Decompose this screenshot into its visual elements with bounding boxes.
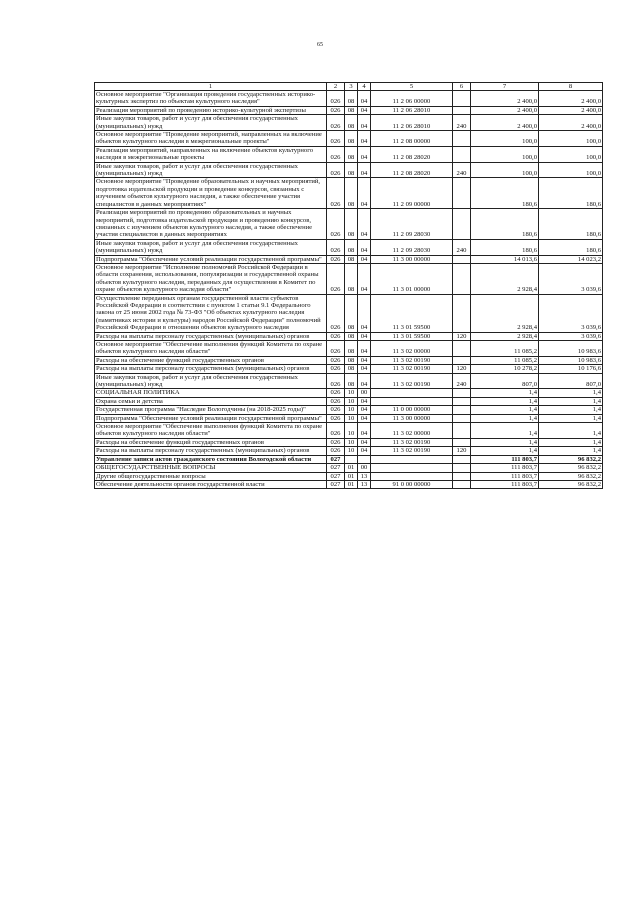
table-row: [95, 294, 603, 332]
row-subsection-cell: 04: [358, 106, 371, 114]
table-row: [95, 356, 603, 364]
row-target-article-cell: 11 3 02 00000: [371, 341, 453, 357]
row-amount-col7-cell: 2 928,4: [471, 263, 539, 294]
row-section-cell: 08: [345, 106, 358, 114]
row-target-article-cell: 11 3 02 00000: [371, 423, 453, 439]
row-expense-type-cell: [453, 472, 471, 480]
row-admin-code-cell: 026: [327, 162, 345, 178]
row-expense-type-cell: [453, 341, 471, 357]
row-target-article-cell: 11 2 06 28010: [371, 106, 453, 114]
row-expense-type-cell: [453, 146, 471, 162]
row-amount-col8-cell: 3 039,6: [539, 332, 603, 340]
row-name-cell: Расходы на выплаты персоналу государственных (муниципальных) органов: [95, 447, 327, 455]
header-col-2: 2: [327, 83, 345, 91]
row-amount-col8-cell: 100,0: [539, 131, 603, 147]
table-row: [95, 209, 603, 240]
table-row: [95, 162, 603, 178]
row-subsection-cell: 04: [358, 397, 371, 405]
row-amount-col7-cell: 2 400,0: [471, 115, 539, 131]
row-expense-type-cell: [453, 464, 471, 472]
row-amount-col8-cell: 10 983,6: [539, 341, 603, 357]
header-col-5: 5: [371, 83, 453, 91]
row-subsection-cell: 13: [358, 472, 371, 480]
row-amount-col8-cell: 96 832,2: [539, 455, 603, 463]
row-name-cell: Иные закупки товаров, работ и услуг для обеспечения государственных (муниципальных) нужд: [95, 373, 327, 389]
table-body: [95, 91, 603, 489]
row-expense-type-cell: 240: [453, 115, 471, 131]
row-amount-col7-cell: 100,0: [471, 131, 539, 147]
row-admin-code-cell: 026: [327, 91, 345, 107]
row-name-cell: Основное мероприятие "Обеспечение выполнения функций Комитета по охране объектов культурного наследия области": [95, 341, 327, 357]
row-name-cell: ОБЩЕГОСУДАРСТВЕННЫЕ ВОПРОСЫ: [95, 464, 327, 472]
row-section-cell: 10: [345, 414, 358, 422]
row-amount-col8-cell: 14 023,2: [539, 255, 603, 263]
row-subsection-cell: 00: [358, 389, 371, 397]
row-subsection-cell: 04: [358, 341, 371, 357]
row-expense-type-cell: [453, 91, 471, 107]
row-section-cell: 08: [345, 91, 358, 107]
row-expense-type-cell: 120: [453, 447, 471, 455]
row-target-article-cell: 11 3 02 00190: [371, 438, 453, 446]
row-target-article-cell: 11 0 00 00000: [371, 406, 453, 414]
row-amount-col7-cell: 1,4: [471, 397, 539, 405]
table-row: [95, 365, 603, 373]
row-subsection-cell: 04: [358, 438, 371, 446]
row-expense-type-cell: 240: [453, 239, 471, 255]
row-name-cell: Другие общегосударственные вопросы: [95, 472, 327, 480]
row-target-article-cell: 11 3 00 00000: [371, 414, 453, 422]
row-amount-col7-cell: 11 085,2: [471, 341, 539, 357]
row-amount-col7-cell: 1,4: [471, 406, 539, 414]
row-admin-code-cell: 026: [327, 423, 345, 439]
row-subsection-cell: 04: [358, 91, 371, 107]
row-subsection-cell: 04: [358, 178, 371, 209]
row-name-cell: Обеспечение деятельности органов государственной власти: [95, 480, 327, 488]
row-amount-col7-cell: 1,4: [471, 414, 539, 422]
row-amount-col8-cell: 1,4: [539, 438, 603, 446]
row-name-cell: Реализация мероприятий по проведению образовательных и научных мероприятий, подготовка издательской продукции и проведению конкурсов, связанных с изучением объектов культурного наследия, а также обеспечение участия специалистов в данных мероприятиях: [95, 209, 327, 240]
row-subsection-cell: 04: [358, 414, 371, 422]
row-amount-col8-cell: 96 832,2: [539, 472, 603, 480]
row-target-article-cell: 11 2 08 28020: [371, 162, 453, 178]
row-subsection-cell: 04: [358, 146, 371, 162]
row-amount-col8-cell: 96 832,2: [539, 464, 603, 472]
row-name-cell: Охрана семьи и детства: [95, 397, 327, 405]
row-section-cell: 10: [345, 406, 358, 414]
row-target-article-cell: 11 3 01 59500: [371, 332, 453, 340]
row-amount-col8-cell: 180,6: [539, 178, 603, 209]
row-expense-type-cell: [453, 356, 471, 364]
row-expense-type-cell: [453, 263, 471, 294]
row-amount-col8-cell: 1,4: [539, 423, 603, 439]
row-admin-code-cell: 026: [327, 341, 345, 357]
row-amount-col8-cell: 1,4: [539, 414, 603, 422]
table-row: [95, 447, 603, 455]
row-amount-col7-cell: 100,0: [471, 146, 539, 162]
row-amount-col7-cell: 111 803,7: [471, 455, 539, 463]
row-name-cell: Расходы на выплаты персоналу государственных (муниципальных) органов: [95, 332, 327, 340]
row-target-article-cell: 11 3 01 59500: [371, 294, 453, 332]
row-amount-col8-cell: 3 039,6: [539, 263, 603, 294]
row-amount-col7-cell: 180,6: [471, 209, 539, 240]
row-subsection-cell: 04: [358, 447, 371, 455]
row-amount-col8-cell: 180,6: [539, 239, 603, 255]
row-subsection-cell: 04: [358, 131, 371, 147]
table-row: [95, 91, 603, 107]
row-amount-col7-cell: 11 085,2: [471, 356, 539, 364]
row-name-cell: Управление записи актов гражданского состояния Вологодской области: [95, 455, 327, 463]
header-col-8: 8: [539, 83, 603, 91]
row-name-cell: Иные закупки товаров, работ и услуг для обеспечения государственных (муниципальных) нужд: [95, 239, 327, 255]
table-row: [95, 423, 603, 439]
row-amount-col8-cell: 2 400,0: [539, 106, 603, 114]
row-expense-type-cell: [453, 423, 471, 439]
row-section-cell: 08: [345, 263, 358, 294]
row-expense-type-cell: [453, 397, 471, 405]
row-expense-type-cell: 120: [453, 365, 471, 373]
row-section-cell: 10: [345, 397, 358, 405]
table-row: [95, 373, 603, 389]
table-row: [95, 464, 603, 472]
row-section-cell: 08: [345, 356, 358, 364]
row-amount-col7-cell: 1,4: [471, 447, 539, 455]
row-target-article-cell: 91 0 00 00000: [371, 480, 453, 488]
row-expense-type-cell: [453, 209, 471, 240]
row-target-article-cell: 11 2 09 28030: [371, 239, 453, 255]
row-subsection-cell: [358, 455, 371, 463]
row-expense-type-cell: [453, 131, 471, 147]
row-amount-col7-cell: 1,4: [471, 438, 539, 446]
row-admin-code-cell: 026: [327, 447, 345, 455]
row-amount-col8-cell: 100,0: [539, 162, 603, 178]
row-target-article-cell: 11 2 08 00000: [371, 131, 453, 147]
row-amount-col7-cell: 807,0: [471, 373, 539, 389]
row-target-article-cell: 11 3 00 00000: [371, 255, 453, 263]
row-amount-col7-cell: 2 928,4: [471, 294, 539, 332]
row-subsection-cell: 04: [358, 115, 371, 131]
row-subsection-cell: 04: [358, 373, 371, 389]
row-section-cell: 08: [345, 294, 358, 332]
row-amount-col7-cell: 180,6: [471, 178, 539, 209]
row-subsection-cell: 04: [358, 365, 371, 373]
row-target-article-cell: 11 2 06 28010: [371, 115, 453, 131]
row-expense-type-cell: [453, 414, 471, 422]
row-section-cell: 08: [345, 239, 358, 255]
row-amount-col8-cell: 2 400,0: [539, 115, 603, 131]
row-expense-type-cell: [453, 178, 471, 209]
row-subsection-cell: 04: [358, 209, 371, 240]
row-expense-type-cell: 120: [453, 332, 471, 340]
row-target-article-cell: 11 3 02 00190: [371, 365, 453, 373]
row-amount-col7-cell: 111 803,7: [471, 472, 539, 480]
row-amount-col8-cell: 96 832,2: [539, 480, 603, 488]
row-target-article-cell: [371, 389, 453, 397]
row-admin-code-cell: 026: [327, 438, 345, 446]
row-expense-type-cell: [453, 294, 471, 332]
row-admin-code-cell: 026: [327, 332, 345, 340]
row-name-cell: Реализация мероприятий, направленных на включение объектов культурного наследия в межрегиональные проекты: [95, 146, 327, 162]
row-expense-type-cell: [453, 406, 471, 414]
row-subsection-cell: 04: [358, 263, 371, 294]
row-name-cell: Реализация мероприятий по проведению историко-культурной экспертизы: [95, 106, 327, 114]
row-subsection-cell: 04: [358, 423, 371, 439]
row-target-article-cell: 11 2 09 00000: [371, 178, 453, 209]
table-row: [95, 106, 603, 114]
row-target-article-cell: 11 2 09 28030: [371, 209, 453, 240]
row-subsection-cell: 04: [358, 356, 371, 364]
row-admin-code-cell: 026: [327, 146, 345, 162]
row-section-cell: 01: [345, 480, 358, 488]
row-amount-col7-cell: 10 278,2: [471, 365, 539, 373]
row-admin-code-cell: 026: [327, 365, 345, 373]
row-amount-col7-cell: 111 803,7: [471, 480, 539, 488]
row-admin-code-cell: 026: [327, 406, 345, 414]
row-section-cell: 08: [345, 341, 358, 357]
row-admin-code-cell: 027: [327, 472, 345, 480]
row-amount-col8-cell: 10 176,6: [539, 365, 603, 373]
row-amount-col8-cell: 807,0: [539, 373, 603, 389]
row-section-cell: 08: [345, 178, 358, 209]
row-amount-col8-cell: 100,0: [539, 146, 603, 162]
row-expense-type-cell: [453, 389, 471, 397]
row-amount-col8-cell: 2 400,0: [539, 91, 603, 107]
row-amount-col7-cell: 1,4: [471, 423, 539, 439]
table-row: [95, 239, 603, 255]
row-section-cell: 08: [345, 131, 358, 147]
row-name-cell: Основное мероприятие "Проведение образовательных и научных мероприятий, подготовка издательской продукции и проведение конкурсов, связанных с изучением объектов культурного наследия, а также обеспечение участия специалистов в данных мероприятиях": [95, 178, 327, 209]
row-target-article-cell: [371, 397, 453, 405]
row-expense-type-cell: [453, 106, 471, 114]
row-amount-col7-cell: 100,0: [471, 162, 539, 178]
row-name-cell: Иные закупки товаров, работ и услуг для обеспечения государственных (муниципальных) нужд: [95, 162, 327, 178]
row-admin-code-cell: 027: [327, 464, 345, 472]
row-name-cell: СОЦИАЛЬНАЯ ПОЛИТИКА: [95, 389, 327, 397]
header-row: [95, 83, 603, 91]
row-section-cell: 10: [345, 389, 358, 397]
row-admin-code-cell: 026: [327, 209, 345, 240]
table-row: [95, 472, 603, 480]
row-section-cell: 01: [345, 472, 358, 480]
row-admin-code-cell: 027: [327, 480, 345, 488]
table-row: [95, 178, 603, 209]
row-section-cell: 08: [345, 209, 358, 240]
table-row: [95, 255, 603, 263]
row-name-cell: Основное мероприятие "Исполнение полномочий Российской Федерации в области сохранения, использования, популяризации и государственной охраны объектов культурного наследия, переданных для осуществления в Комитет по охране объектов культурного наследия области": [95, 263, 327, 294]
row-target-article-cell: 11 2 08 28020: [371, 146, 453, 162]
row-name-cell: Расходы на обеспечение функций государственных органов: [95, 356, 327, 364]
row-amount-col7-cell: 14 013,6: [471, 255, 539, 263]
row-target-article-cell: [371, 472, 453, 480]
row-name-cell: Расходы на обеспечение функций государственных органов: [95, 438, 327, 446]
row-amount-col7-cell: 111 803,7: [471, 464, 539, 472]
row-subsection-cell: 04: [358, 294, 371, 332]
row-name-cell: Подпрограмма "Обеспечение условий реализации государственной программы": [95, 414, 327, 422]
row-expense-type-cell: [453, 255, 471, 263]
row-section-cell: 08: [345, 373, 358, 389]
table-row: [95, 263, 603, 294]
table-row: [95, 480, 603, 488]
row-amount-col8-cell: 3 039,6: [539, 294, 603, 332]
row-subsection-cell: 13: [358, 480, 371, 488]
row-amount-col7-cell: 2 400,0: [471, 91, 539, 107]
row-admin-code-cell: 026: [327, 263, 345, 294]
row-expense-type-cell: 240: [453, 162, 471, 178]
table-row: [95, 115, 603, 131]
row-section-cell: 10: [345, 423, 358, 439]
header-col-3: 3: [345, 83, 358, 91]
header-col-4: 4: [358, 83, 371, 91]
row-amount-col8-cell: 1,4: [539, 397, 603, 405]
row-section-cell: 01: [345, 464, 358, 472]
row-admin-code-cell: 026: [327, 414, 345, 422]
row-name-cell: Осуществление переданных органам государственной власти субъектов Российской Федерации в соответствии с пунктом 1 статьи 9.1 Федерального закона от 25 июня 2002 года № 73-ФЗ "Об объектах культурного наследия (памятниках истории и культуры) народов Российской Федерации" полномочий Российской Федерации в отношении объектов культурного наследия: [95, 294, 327, 332]
row-section-cell: 08: [345, 332, 358, 340]
row-section-cell: 10: [345, 438, 358, 446]
row-section-cell: 08: [345, 146, 358, 162]
row-expense-type-cell: [453, 438, 471, 446]
row-admin-code-cell: 026: [327, 239, 345, 255]
row-admin-code-cell: 026: [327, 178, 345, 209]
row-name-cell: Основное мероприятие "Организация проведения государственных историко-культурных экспертиз по объектам культурного наследия": [95, 91, 327, 107]
row-target-article-cell: 11 2 06 00000: [371, 91, 453, 107]
row-target-article-cell: 11 3 02 00190: [371, 356, 453, 364]
row-subsection-cell: 00: [358, 464, 371, 472]
row-amount-col8-cell: 1,4: [539, 447, 603, 455]
row-section-cell: 08: [345, 115, 358, 131]
row-expense-type-cell: [453, 455, 471, 463]
row-target-article-cell: 11 3 02 00190: [371, 447, 453, 455]
row-name-cell: Расходы на выплаты персоналу государственных (муниципальных) органов: [95, 365, 327, 373]
row-admin-code-cell: 026: [327, 115, 345, 131]
row-amount-col7-cell: 2 928,4: [471, 332, 539, 340]
row-admin-code-cell: 027: [327, 455, 345, 463]
row-target-article-cell: [371, 455, 453, 463]
table-row: [95, 131, 603, 147]
row-subsection-cell: 04: [358, 239, 371, 255]
row-name-cell: Основное мероприятие "Обеспечение выполнения функций Комитета по охране объектов культурного наследия области": [95, 423, 327, 439]
row-amount-col8-cell: 10 983,6: [539, 356, 603, 364]
row-subsection-cell: 04: [358, 162, 371, 178]
table-row: [95, 397, 603, 405]
table-row: [95, 455, 603, 463]
row-subsection-cell: 04: [358, 255, 371, 263]
row-amount-col7-cell: 180,6: [471, 239, 539, 255]
table-row: [95, 332, 603, 340]
row-amount-col8-cell: 180,6: [539, 209, 603, 240]
row-subsection-cell: 04: [358, 332, 371, 340]
budget-table: [94, 82, 603, 489]
row-admin-code-cell: 026: [327, 397, 345, 405]
row-section-cell: [345, 455, 358, 463]
row-target-article-cell: 11 3 02 00190: [371, 373, 453, 389]
header-col-1: 1: [95, 83, 327, 91]
row-name-cell: Государственная программа "Наследие Вологодчины (на 2018-2025 годы)": [95, 406, 327, 414]
row-amount-col8-cell: 1,4: [539, 406, 603, 414]
row-admin-code-cell: 026: [327, 131, 345, 147]
table-row: [95, 146, 603, 162]
row-expense-type-cell: 240: [453, 373, 471, 389]
row-admin-code-cell: 026: [327, 255, 345, 263]
row-target-article-cell: 11 3 01 00000: [371, 263, 453, 294]
table-row: [95, 389, 603, 397]
table-row: [95, 438, 603, 446]
row-amount-col8-cell: 1,4: [539, 389, 603, 397]
row-subsection-cell: 04: [358, 406, 371, 414]
row-section-cell: 08: [345, 162, 358, 178]
row-name-cell: Иные закупки товаров, работ и услуг для обеспечения государственных (муниципальных) нужд: [95, 115, 327, 131]
row-admin-code-cell: 026: [327, 373, 345, 389]
row-target-article-cell: [371, 464, 453, 472]
table-row: [95, 414, 603, 422]
row-section-cell: 08: [345, 365, 358, 373]
row-admin-code-cell: 026: [327, 106, 345, 114]
row-admin-code-cell: 026: [327, 356, 345, 364]
row-amount-col7-cell: 2 400,0: [471, 106, 539, 114]
row-expense-type-cell: [453, 480, 471, 488]
table-row: [95, 341, 603, 357]
page-number: 65: [317, 42, 323, 48]
row-name-cell: Подпрограмма "Обеспечение условий реализации государственной программы": [95, 255, 327, 263]
row-section-cell: 08: [345, 255, 358, 263]
row-admin-code-cell: 026: [327, 294, 345, 332]
row-section-cell: 10: [345, 447, 358, 455]
row-name-cell: Основное мероприятие "Проведение мероприятий, направленных на включение объектов культурного наследия в межрегиональные проекты": [95, 131, 327, 147]
table-row: [95, 406, 603, 414]
row-admin-code-cell: 026: [327, 389, 345, 397]
header-col-7: 7: [471, 83, 539, 91]
row-amount-col7-cell: 1,4: [471, 389, 539, 397]
header-col-6: 6: [453, 83, 471, 91]
